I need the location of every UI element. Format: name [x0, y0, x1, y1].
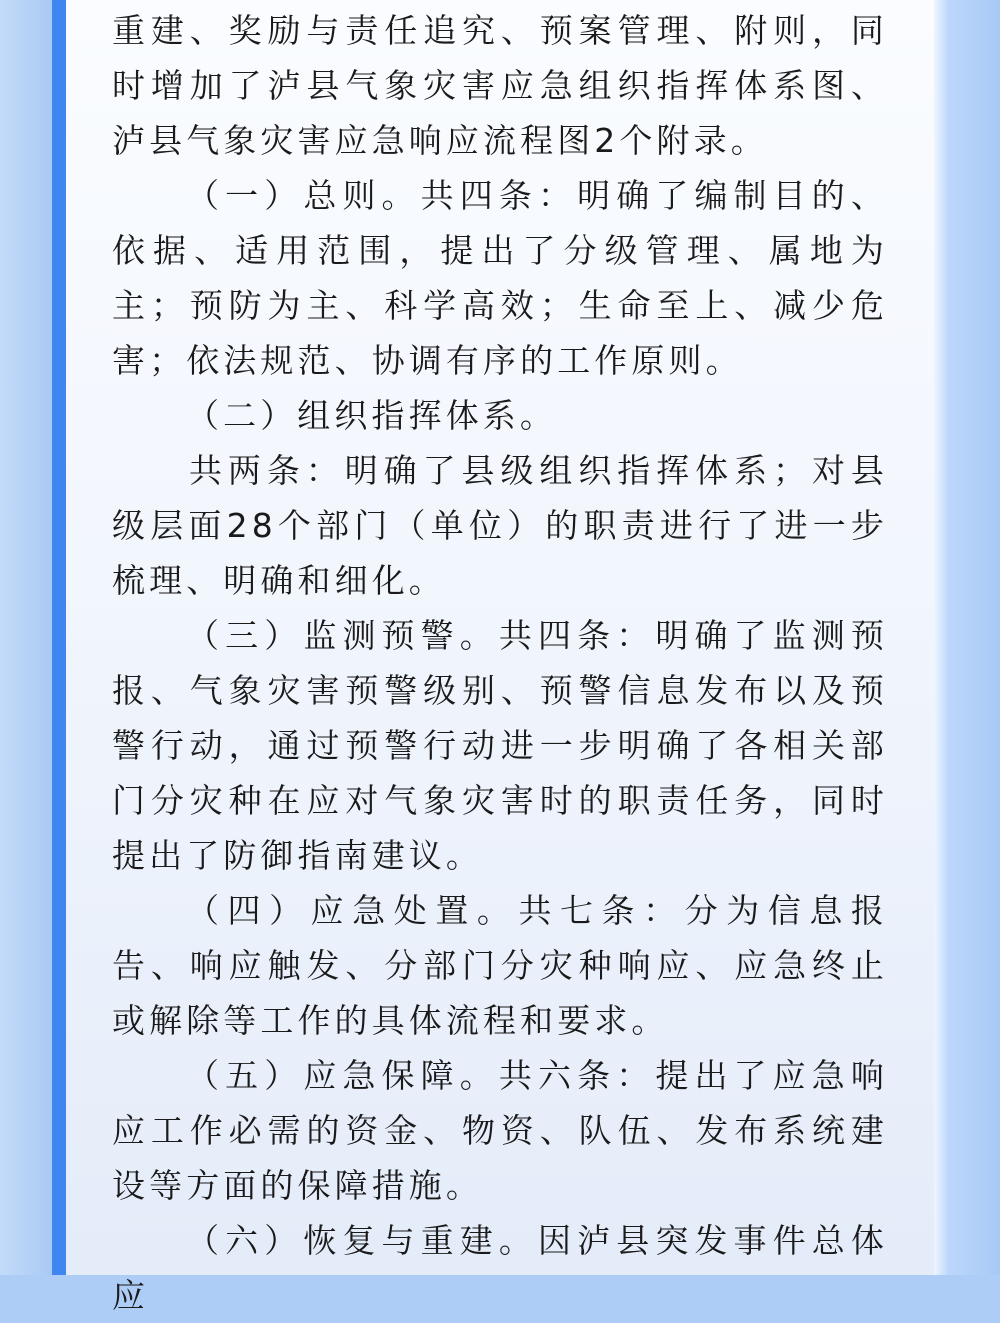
paragraph-monitoring-warning: （三）监测预警。共四条：明确了监测预报、气象灾害预警级别、预警信息发布以及预警行动，通过预警行动进一步明确了各相关部门分灾种在应对气象灾害时的职责任务，同时提出了防御指南建议。 — [112, 616, 888, 875]
paragraph-intro-continuation: 重建、奖励与责任追究、预案管理、附则，同时增加了泸县气象灾害应急组织指挥体系图、泸县气象灾害应急响应流程图2个附录。 — [112, 11, 888, 160]
right-decorative-border — [934, 0, 1000, 1275]
paragraph-command-system-heading: （二）组织指挥体系。 — [186, 396, 557, 435]
article-panel — [66, 0, 934, 1315]
left-decorative-border — [0, 0, 52, 1275]
left-accent-stripe — [52, 0, 66, 1275]
paragraph-emergency-response: （四）应急处置。共七条：分为信息报告、响应触发、分部门分灾种响应、应急终止或解除等工作的具体流程和要求。 — [112, 891, 888, 1040]
paragraph-emergency-support: （五）应急保障。共六条：提出了应急响应工作必需的资金、物资、队伍、发布系统建设等方面的保障措施。 — [112, 1056, 888, 1205]
paragraph-recovery-reconstruction: （六）恢复与重建。因泸县突发事件总体应 — [112, 1221, 888, 1315]
paragraph-command-system: 共两条：明确了县级组织指挥体系；对县级层面28个部门（单位）的职责进行了进一步梳理、明确和细化。 — [112, 451, 888, 600]
paragraph-general-provisions: （一）总则。共四条：明确了编制目的、依据、适用范围，提出了分级管理、属地为主；预防为主、科学高效；生命至上、减少危害；依法规范、协调有序的工作原则。 — [112, 176, 888, 380]
article-body — [112, 3, 888, 1323]
